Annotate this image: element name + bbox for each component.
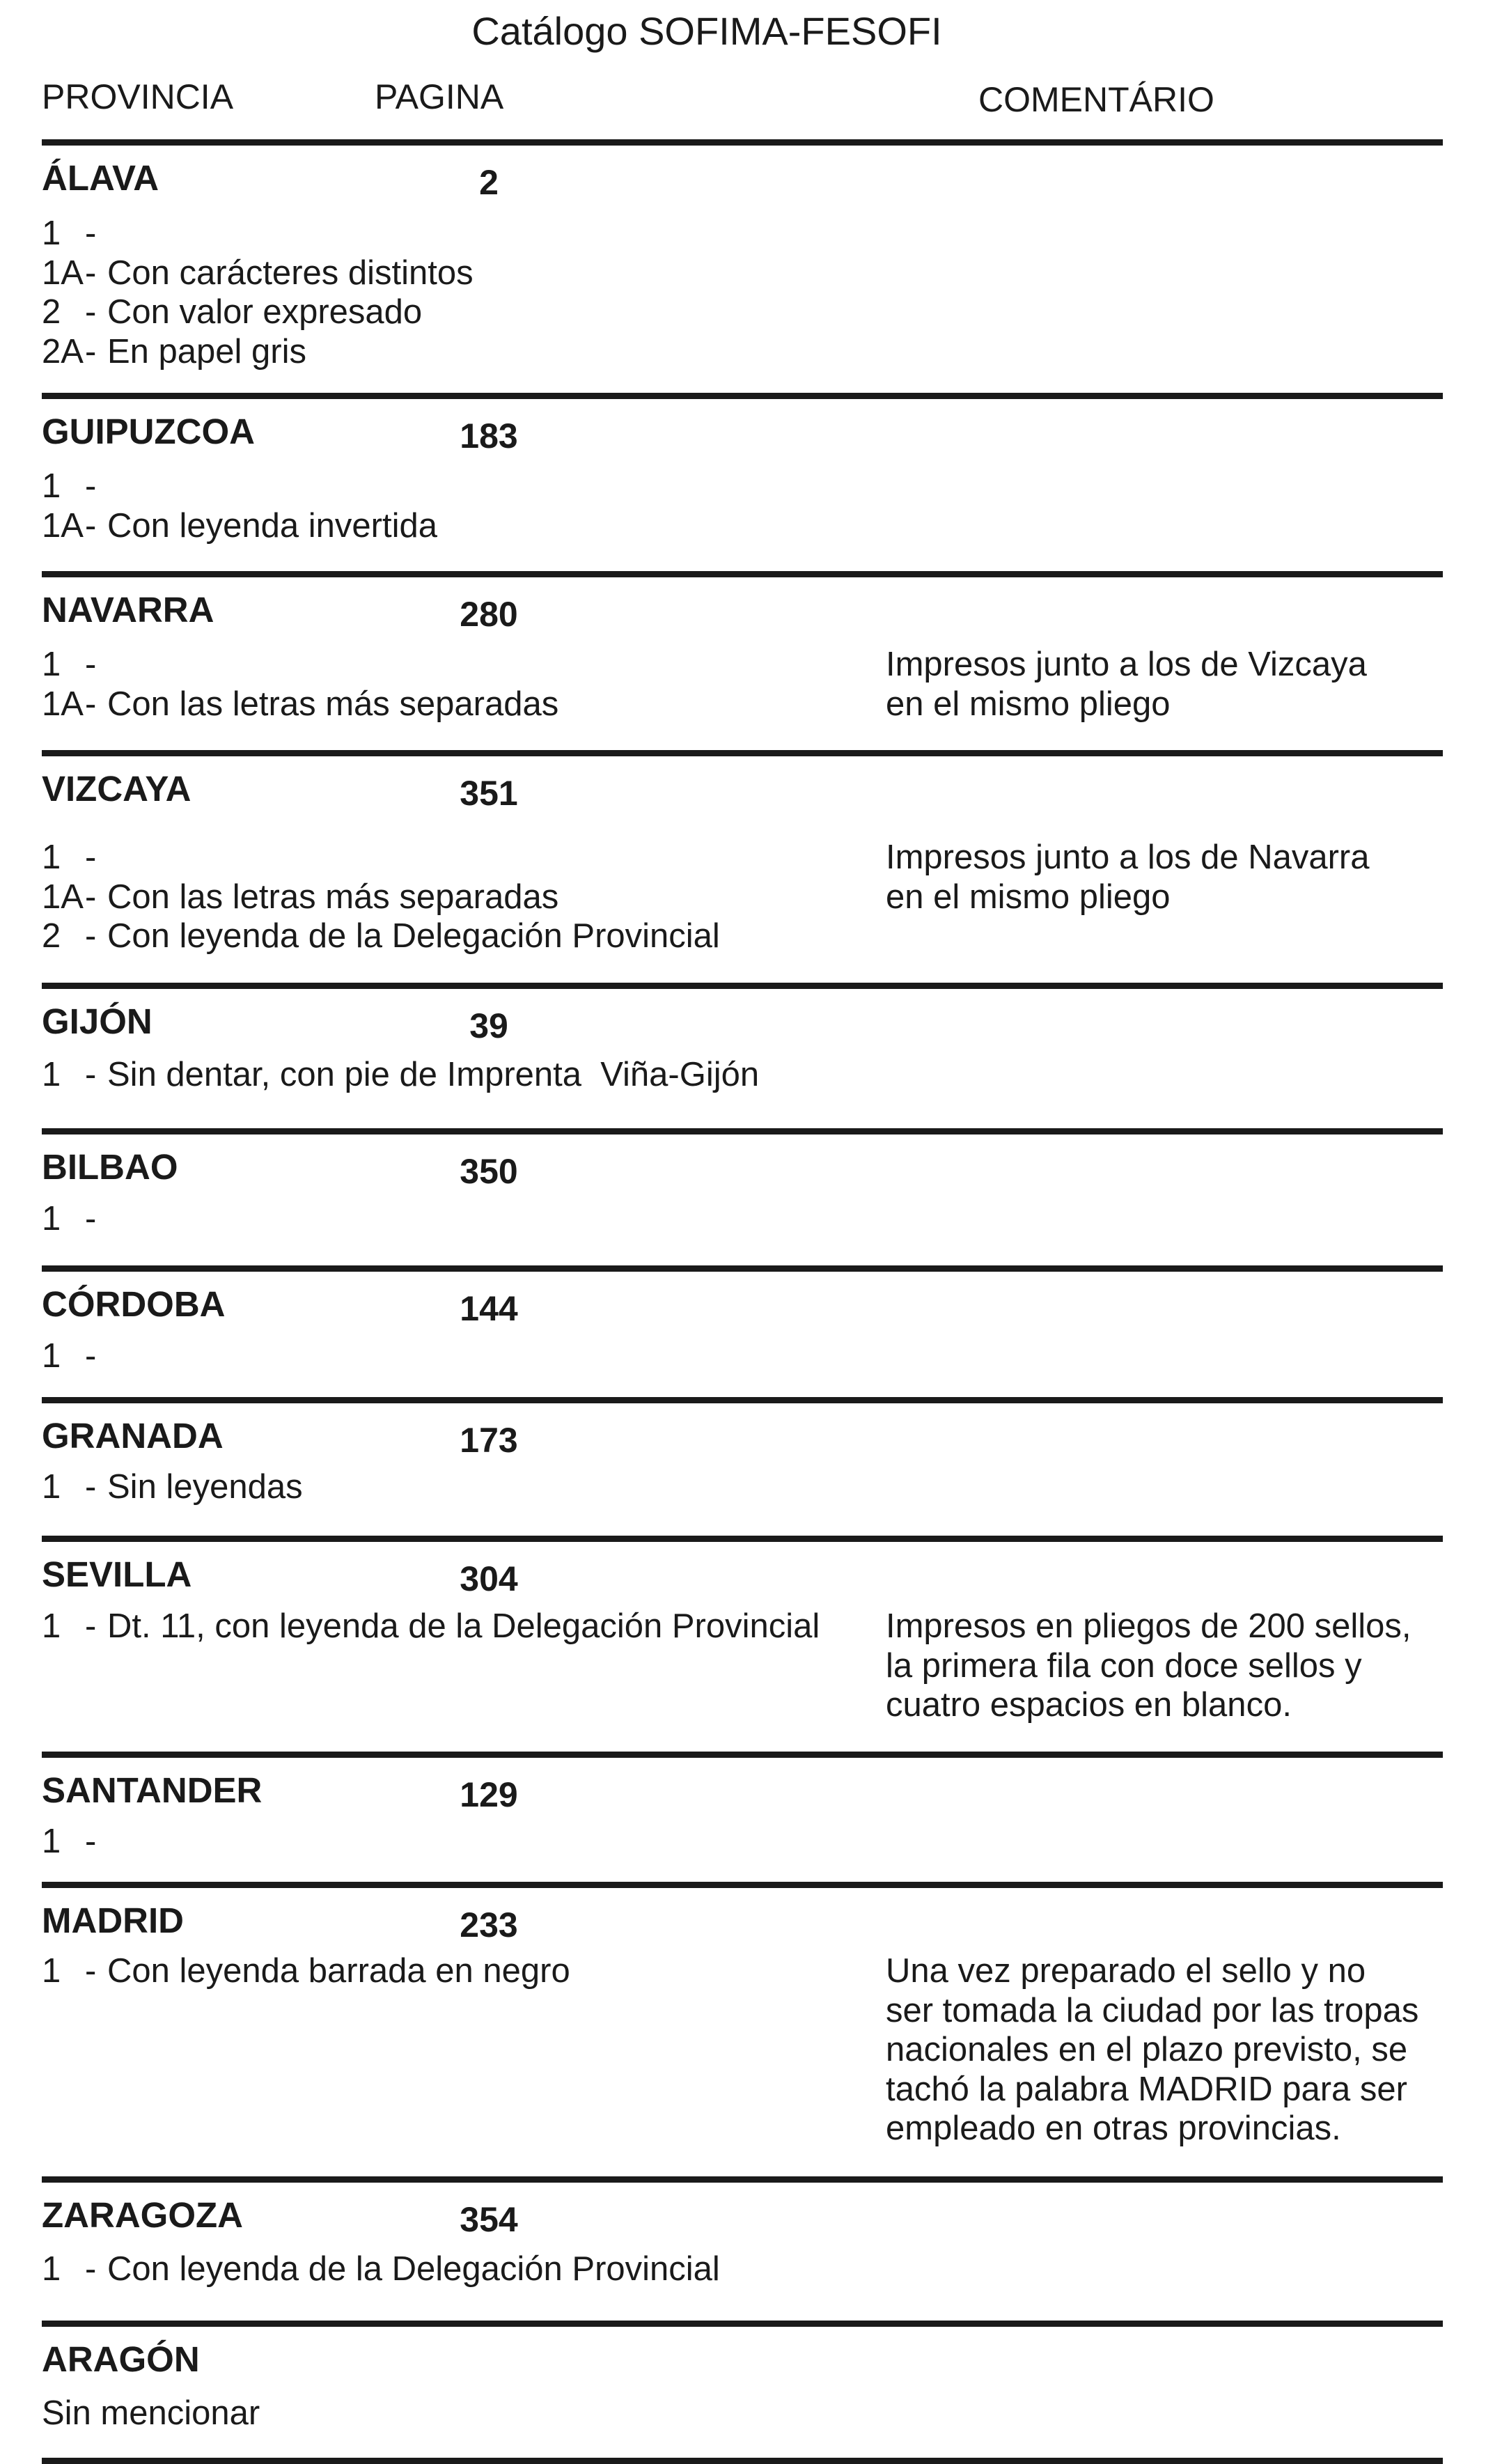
entry-row [42,332,884,372]
entry-row [42,917,884,956]
comment [886,645,1436,724]
province-name: NAVARRA [42,590,214,630]
entry-dash: - [85,878,97,916]
province-section [42,2176,1443,2321]
entry-code: 1 [42,215,61,252]
entry-row [42,1951,884,1991]
comment-line: tachó la palabra MADRID para ser [886,2070,1407,2108]
entry-row [42,214,884,254]
entry-dash: - [85,646,97,683]
comment [886,1951,1436,2149]
page-number: 144 [460,1289,518,1328]
entry-code: 2A [42,332,84,371]
page-number: 350 [460,1152,518,1191]
entry-dash: - [85,293,97,331]
province-section [42,139,1443,393]
province-section [42,393,1443,571]
entry-dash: - [85,1337,97,1375]
province-section [42,1397,1443,1536]
entry-code: 1 [42,646,61,683]
entry-dash: - [85,917,97,955]
entry-note: Sin mencionar [42,2394,260,2432]
province-name: GIJÓN [42,1001,152,1041]
comment-line: cuatro espacios en blanco. [886,1686,1292,1724]
page-number: 39 [469,1006,508,1045]
entry-text: Con leyenda invertida [107,506,437,545]
entry-row [42,645,884,685]
entry-code: 1 [42,2250,61,2288]
entry-list [42,214,884,371]
entry-text: En papel gris [107,332,307,371]
entry-row [42,1467,884,1507]
entry-row [42,1055,884,1095]
province-name: ÁLAVA [42,158,159,198]
page-title: Catálogo SOFIMA-FESOFI [471,9,942,53]
entry-row [42,1199,884,1239]
comment-line: Impresos junto a los de Navarra [886,839,1370,876]
entry-row [42,685,884,724]
entry-list [42,1055,884,1095]
entry-row [42,878,884,917]
entry-row [42,1336,884,1376]
entry-row [42,1607,884,1646]
entry-text: Sin leyendas [107,1468,303,1506]
entry-code: 1A [42,254,84,292]
province-name: MADRID [42,1901,184,1940]
comment-line: en el mismo pliego [886,685,1171,723]
comment-line: Una vez preparado el sello y no [886,1952,1366,1990]
entry-code: 1 [42,1952,61,1990]
entry-code: 1 [42,839,61,876]
entry-row [42,293,884,332]
entry-row [42,467,884,506]
province-section [42,983,1443,1128]
entry-list [42,1336,884,1376]
comment-line: en el mismo pliego [886,878,1171,916]
entry-text: Sin dentar, con pie de Imprenta Viña-Gijón [107,1056,760,1093]
province-name: ARAGÓN [42,2339,200,2379]
entry-list [42,645,884,724]
entry-code: 1A [42,685,84,723]
column-header-provincia: PROVINCIA [42,77,234,116]
entry-code: 1 [42,467,61,505]
entry-code: 2 [42,917,61,955]
entry-dash: - [85,1056,97,1093]
province-name: SEVILLA [42,1554,192,1594]
entry-list [42,1822,884,1862]
entry-code: 1 [42,1056,61,1093]
entry-code: 1 [42,1337,61,1375]
province-name: GRANADA [42,1416,224,1456]
entry-code: 1 [42,1607,61,1645]
province-section [42,1882,1443,2176]
comment-line: Impresos junto a los de Vizcaya [886,646,1367,683]
entry-row [42,2249,884,2289]
entry-code: 1 [42,1200,61,1238]
province-section [42,750,1443,983]
entry-code: 1 [42,1468,61,1506]
province-name: VIZCAYA [42,769,191,809]
entry-code: 2 [42,293,61,331]
comment-line: empleado en otras provincias. [886,2110,1341,2147]
province-section [42,571,1443,750]
entry-text: Con leyenda de la Delegación Provincial [107,917,720,955]
page-number: 351 [460,774,518,813]
province-name: ZARAGOZA [42,2195,243,2235]
entry-text: Con leyenda de la Delegación Provincial [107,2250,720,2288]
entry-dash: - [85,254,97,292]
page-number: 183 [460,416,518,455]
province-name: SANTANDER [42,1770,263,1810]
entry-row [42,254,884,293]
entry-code: 1 [42,1823,61,1860]
page-number: 2 [479,163,499,202]
entry-list [42,467,884,545]
comment [886,838,1436,917]
comment-line: Impresos en pliegos de 200 sellos, [886,1607,1411,1645]
comment-line: nacionales en el plazo previsto, se [886,2031,1408,2068]
entry-code: 1A [42,878,84,916]
entry-list [42,838,884,956]
page-number: 173 [460,1421,518,1460]
page-number: 304 [460,1559,518,1598]
comment-line: la primera fila con doce sellos y [886,1646,1362,1685]
entry-text: Con las letras más separadas [107,878,559,916]
entry-text: Con carácteres distintos [107,254,474,292]
entry-dash: - [85,1952,97,1990]
province-section [42,1128,1443,1265]
entry-dash: - [85,1200,97,1238]
province-section [42,2321,1443,2464]
comment [886,1607,1436,1725]
province-section [42,1536,1443,1752]
entry-dash: - [85,1607,97,1645]
entry-dash: - [85,685,97,723]
entry-list [42,1199,884,1239]
entry-dash: - [85,332,97,371]
entry-text: Con valor expresado [107,293,423,331]
entry-code: 1A [42,506,84,545]
entry-dash: - [85,2250,97,2288]
entry-row [42,838,884,878]
entry-list [42,1607,884,1646]
entry-dash: - [85,215,97,252]
column-header-comentario: COMENTÁRIO [978,80,1214,119]
entry-text: Con las letras más separadas [107,685,559,723]
entry-dash: - [85,467,97,505]
entry-dash: - [85,1823,97,1860]
entry-row [42,1822,884,1862]
entry-dash: - [85,1468,97,1506]
entry-list [42,2394,884,2433]
entry-dash: - [85,839,97,876]
page-number: 354 [460,2200,518,2239]
page-number: 129 [460,1775,518,1814]
page-number: 233 [460,1905,518,1944]
province-name: GUIPUZCOA [42,412,255,451]
column-header-pagina: PAGINA [375,77,504,116]
province-section [42,1752,1443,1882]
entry-text: Dt. 11, con leyenda de la Delegación Provincial [107,1607,820,1645]
entry-list [42,1467,884,1507]
entry-dash: - [85,506,97,545]
province-name: CÓRDOBA [42,1284,226,1324]
entry-list [42,1951,884,1991]
entry-text: Con leyenda barrada en negro [107,1952,570,1990]
province-section [42,1265,1443,1397]
province-name: BILBAO [42,1147,178,1187]
catalog-table [42,139,1443,2464]
comment-line: ser tomada la ciudad por las tropas [886,1991,1419,2029]
entry-list [42,2249,884,2289]
page-number: 280 [460,595,518,634]
entry-row [42,506,884,546]
